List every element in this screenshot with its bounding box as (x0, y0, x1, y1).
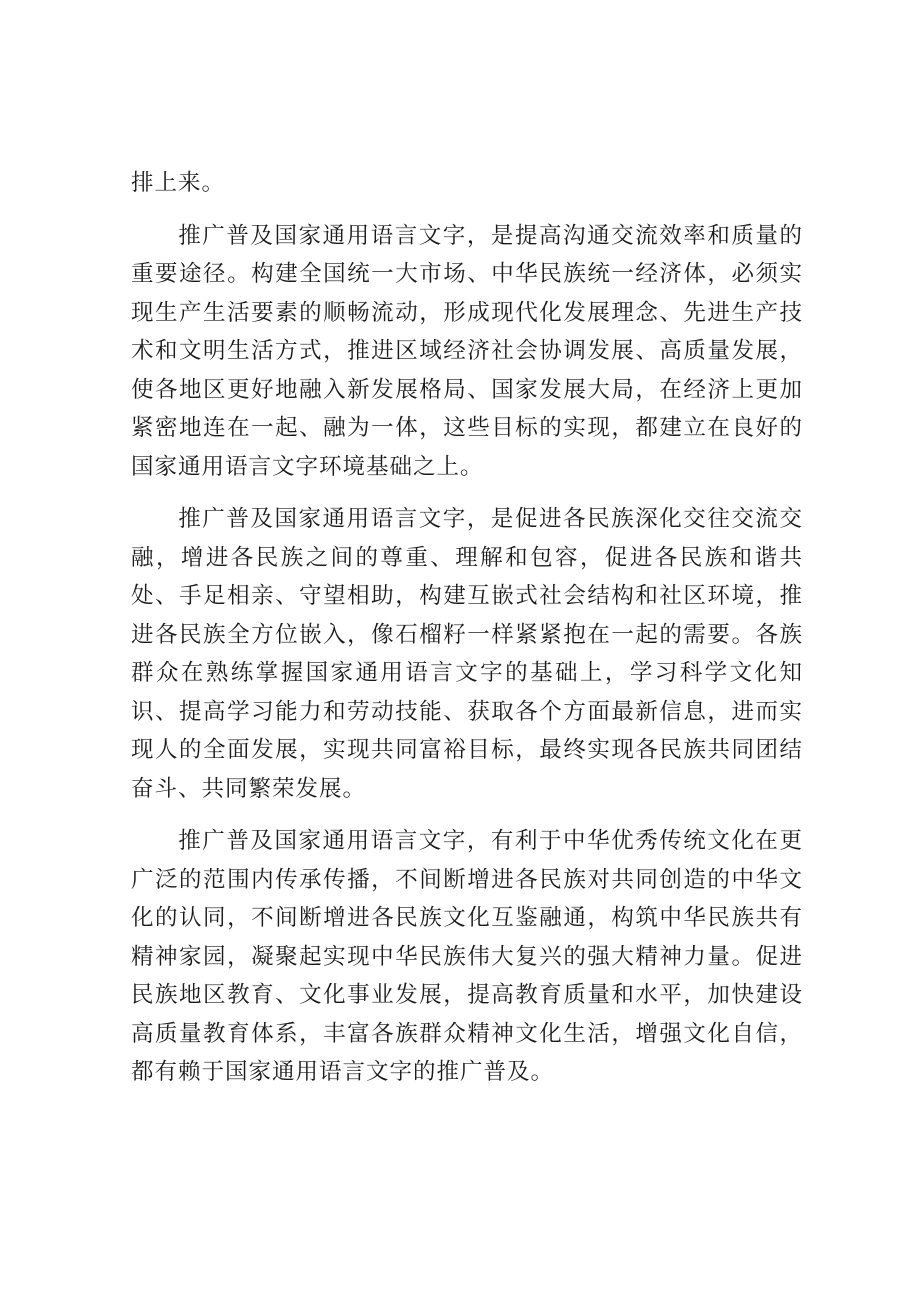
paragraph-communication-efficiency: 推广普及国家通用语言文字，是提高沟通交流效率和质量的重要途径。构建全国统一大市场、中华民族统一经济体，必须实现生产生活要素的顺畅流动，形成现代化发展理念、先进生产技术和文明生活方式，推进区域经济社会协调发展、高质量发展，使各地区更好地融入新发展格局、国家发展大局，在经济上更加紧密地连在一起、融为一体，这些目标的实现，都建立在良好的国家通用语言文字环境基础之上。 (131, 222, 803, 480)
paragraph-cultural-heritage: 推广普及国家通用语言文字，有利于中华优秀传统文化在更广泛的范围内传承传播，不间断增进各民族对共同创造的中华文化的认同，不间断增进各民族文化互鉴融通，构筑中华民族共有精神家园，凝聚起实现中华民族伟大复兴的强大精神力量。促进民族地区教育、文化事业发展，提高教育质量和水平，加快建设高质量教育体系，丰富各族群众精神文化生活，增强文化自信，都有赖于国家通用语言文字的推广普及。 (131, 828, 803, 1085)
paragraph-continuation: 排上来。 (131, 170, 226, 196)
paragraph-ethnic-exchange: 推广普及国家通用语言文字，是促进各民族深化交往交流交融，增进各民族之间的尊重、理解和包容，促进各民族和谐共处、手足相亲、守望相助，构建互嵌式社会结构和社区环境，推进各民族全方位嵌入，像石榴籽一样紧紧抱在一起的需要。各族群众在熟练掌握国家通用语言文字的基础上，学习科学文化知识、提高学习能力和劳动技能、获取各个方面最新信息，进而实现人的全面发展，实现共同富裕目标，最终实现各民族共同团结奋斗、共同繁荣发展。 (131, 506, 803, 802)
document-body (131, 164, 803, 1092)
